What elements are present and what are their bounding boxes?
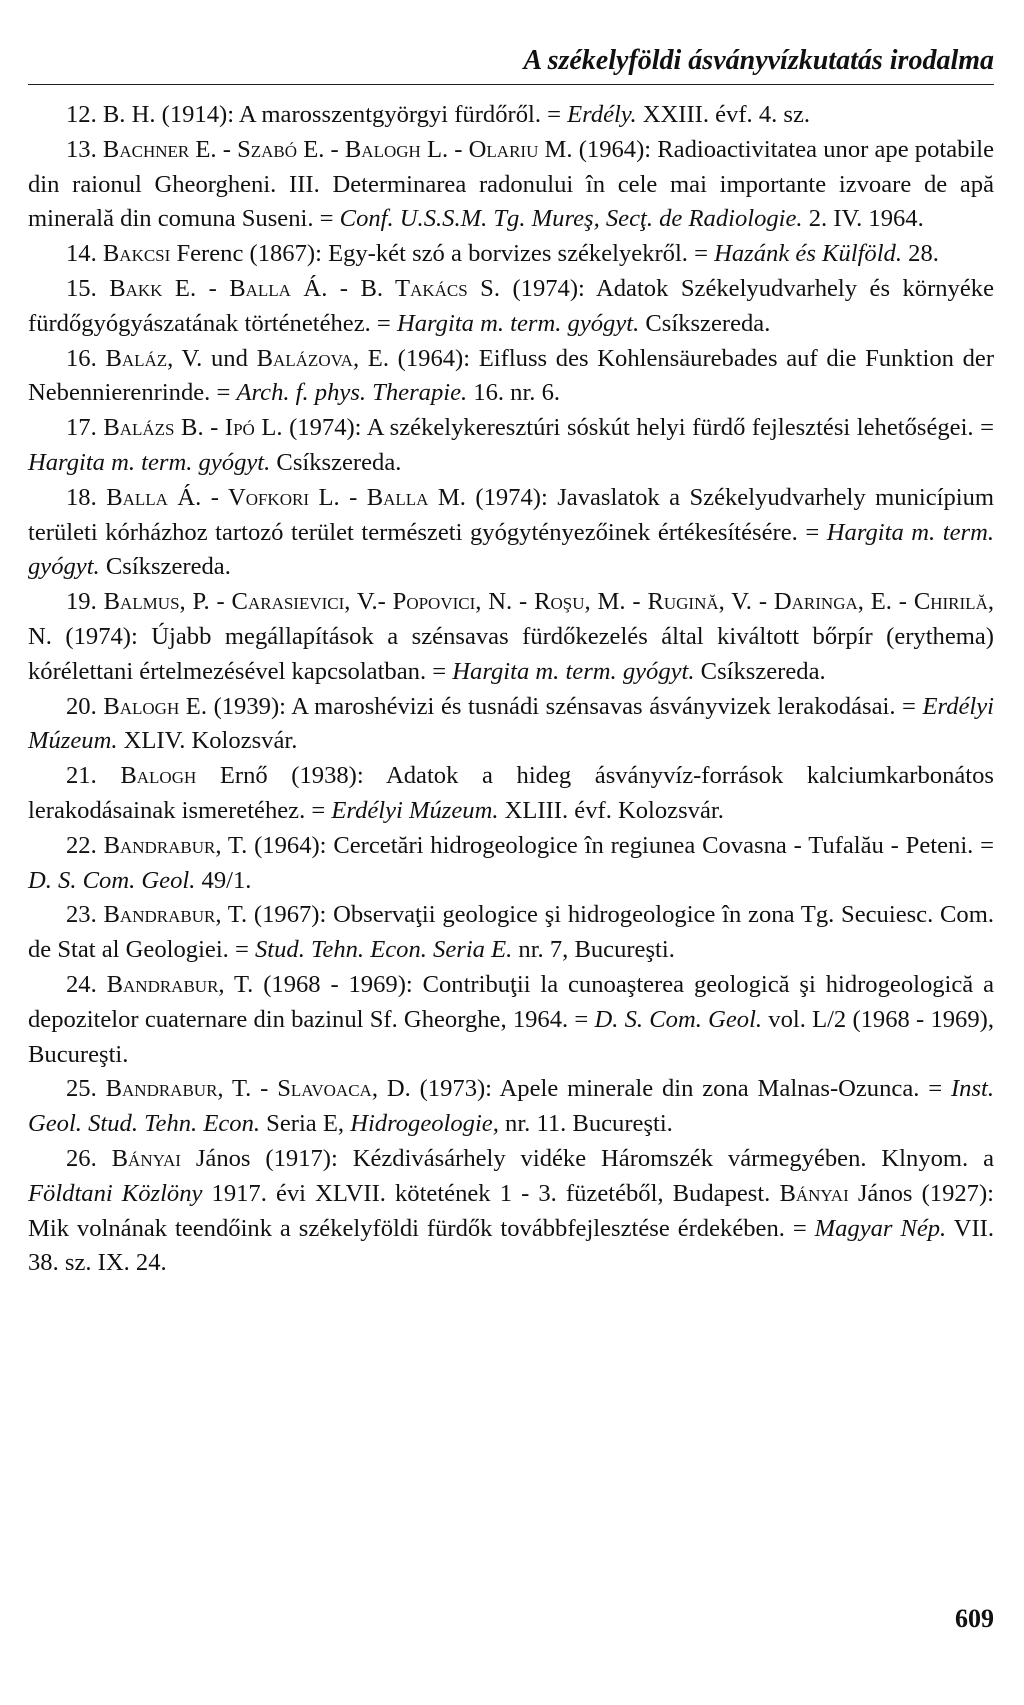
source-title: Magyar Nép.: [814, 1214, 947, 1242]
entry-text: 19.: [66, 588, 104, 616]
entry-text: 1917. évi XLVII. kötetének 1 - 3. füzetéből, Budapest.: [202, 1179, 780, 1207]
entry-text: (1974): A székelykeresztúri sóskút helyi fürdő fejlesztési lehetőségei. =: [282, 414, 995, 442]
entry-text: 16.: [66, 344, 106, 372]
entry-text: 23.: [66, 901, 104, 929]
bibliography-list: [28, 98, 994, 1281]
bibliography-entry: [28, 585, 994, 689]
author-names: Balla Á. - Vofkori L. - Balla M.: [106, 483, 466, 511]
entry-text: 21.: [66, 762, 121, 790]
author-names: Balogh: [120, 762, 197, 790]
entry-text: 12. B. H. (1914): A marosszentgyörgyi fürdőről. =: [66, 101, 568, 128]
bibliography-entry: [28, 272, 994, 342]
entry-text: VII. 38. sz. IX. 24.: [28, 1214, 994, 1277]
source-title: Erdély.: [567, 101, 637, 128]
entry-text: 28.: [902, 240, 939, 268]
source-title: Conf. U.S.S.M. Tg. Mureş, Secţ. de Radiologie.: [339, 205, 803, 233]
entry-text: (1968 - 1969): Contribuţii la cunoaşterea geologică şi hidrogeologică a depozitelor cuaternare din bazinul Sf. Gheorghe, 1964. =: [28, 970, 994, 1033]
entry-text: nr. 7, Bucureşti.: [512, 936, 675, 964]
author-names: Bakk E. - Balla Á. - B. Takács S.: [109, 274, 500, 302]
author-names: Balmus, P. - Carasievici, V.- Popovici, N. - Roşu, M. - Rugină, V. - Daringa, E. - Chirilă, N.: [28, 588, 994, 650]
entry-text: (1964): Cercetări hidrogeologice în regiunea Covasna - Tufalău - Peteni. =: [247, 831, 994, 859]
author-names: Baláz, V.: [105, 344, 203, 372]
bibliography-entry: [28, 98, 994, 133]
entry-text: 15.: [66, 274, 110, 302]
author-names: Bachner E. - Szabó E. - Balogh L. - Olariu M.: [102, 135, 573, 163]
entry-text: 14.: [66, 240, 103, 268]
source-title: Hidrogeologie,: [350, 1110, 499, 1138]
entry-text: (1974): Javaslatok a Székelyudvarhely municípium területi kórházhoz tartozó terület természeti gyógytényezőinek értékesítésére. =: [28, 483, 995, 546]
entry-text: 17.: [66, 414, 104, 442]
running-head: [28, 44, 994, 85]
entry-text: Csíkszereda.: [270, 448, 402, 476]
bibliography-entry: [28, 481, 994, 585]
entry-text: vol. L/2 (1968 - 1969), Bucureşti.: [28, 1005, 994, 1068]
author-names: Balogh E.: [103, 692, 207, 720]
source-title: D. S. Com. Geol.: [594, 1005, 763, 1033]
entry-text: 20.: [66, 692, 104, 720]
entry-text: Seria E,: [260, 1110, 351, 1138]
author-names: Bandrabur, T.: [103, 901, 248, 929]
source-title: D. S. Com. Geol.: [28, 866, 196, 894]
source-title: Hargita m. term. gyógyt.: [396, 309, 640, 337]
author-names: Bakcsi: [102, 240, 171, 268]
entry-text: (1974): Adatok Székelyudvarhely és környéke fürdőgyógyászatának történetéhez. =: [28, 274, 994, 337]
entry-text: János (1927): Mik volnának teendőink a székelyföldi fürdők továbbfejlesztése érdekében. =: [28, 1179, 994, 1242]
bibliography-entry: [28, 1072, 994, 1142]
entry-text: 25.: [66, 1075, 106, 1103]
entry-text: 13.: [66, 135, 103, 163]
source-title: Inst. Geol. Stud. Tehn. Econ.: [28, 1075, 995, 1138]
bibliography-entry: [28, 759, 994, 829]
bibliography-entry: [28, 1142, 994, 1281]
entry-text: (1967): Observaţii geologice şi hidrogeologice în zona Tg. Secuiesc. Com. de Stat al Geologiei. =: [28, 901, 994, 964]
author-names: Balázs B. - Ipó L.: [103, 414, 283, 442]
running-head-title: A székelyföldi ásványvízkutatás irodalma: [523, 45, 994, 76]
entry-text: Ferenc (1867): Egy-két szó a borvizes székelyekről. =: [170, 240, 715, 268]
entry-text: Csíkszereda.: [639, 309, 771, 337]
entry-text: 24.: [66, 970, 107, 998]
entry-text: Csíkszereda.: [694, 657, 826, 685]
bibliography-entry: [28, 411, 994, 481]
source-title: Arch. f. phys. Therapie.: [236, 379, 468, 407]
bibliography-entry: [28, 829, 994, 899]
entry-text: XLIII. évf. Kolozsvár.: [498, 796, 724, 824]
entry-text: János (1917): Kézdivásárhely vidéke Háromszék vármegyében. Klnyom. a: [180, 1144, 995, 1172]
bibliography-entry: [28, 133, 994, 237]
entry-text: Ernő (1938): Adatok a hideg ásványvíz-források kalciumkarbonátos lerakodásainak ismeretéhez. =: [28, 762, 994, 824]
source-title: Stud. Tehn. Econ. Seria E.: [254, 936, 513, 964]
bibliography-entry: [28, 968, 994, 1072]
bibliography-entry: [28, 898, 994, 968]
author-names: Bandrabur, T.: [103, 831, 248, 859]
source-title: Hargita m. term. gyógyt.: [28, 448, 271, 476]
bibliography-entry: [28, 237, 994, 272]
entry-text: 2. IV. 1964.: [802, 205, 924, 233]
entry-text: nr. 11. Bucureşti.: [498, 1110, 673, 1138]
entry-text: XXIII. évf. 4. sz.: [636, 101, 811, 128]
source-title: Hazánk és Külföld.: [714, 240, 902, 268]
author-names: Bányai: [779, 1179, 849, 1207]
entry-text: XLIV. Kolozsvár.: [117, 727, 298, 755]
bibliography-entry: [28, 690, 994, 760]
entry-text: 16. nr. 6.: [467, 379, 561, 407]
entry-text: 26.: [66, 1144, 112, 1172]
source-title: Erdélyi Múzeum.: [28, 692, 994, 755]
entry-text: 18.: [66, 483, 107, 511]
author-names: Bandrabur, T.: [106, 970, 254, 998]
source-title: Földtani Közlöny: [28, 1179, 203, 1207]
entry-text: (1973): Apele minerale din zona Malnas-Ozunca. =: [410, 1075, 951, 1103]
page-number: 609: [955, 1604, 994, 1633]
bibliography-entry: [28, 342, 994, 412]
source-title: Erdélyi Múzeum.: [331, 796, 499, 824]
author-names: Bandrabur, T. - Slavoaca, D.: [105, 1075, 411, 1103]
author-names: Balázova, E.: [256, 344, 389, 372]
entry-text: (1974): Újabb megállapítások a szénsavas fürdőkezelés által kiváltott bőrpír (erythema) kórélettani értelmezésével kapcsolatban. =: [28, 622, 994, 685]
entry-text: 22.: [66, 831, 104, 859]
entry-text: und: [202, 344, 257, 372]
source-title: Hargita m. term. gyógyt.: [452, 657, 695, 685]
entry-text: Csíkszereda.: [99, 553, 231, 581]
entry-text: (1964): Eifluss des Kohlensäurebades auf die Funktion der Nebennierenrinde. =: [28, 344, 995, 407]
source-title: Hargita m. term. gyógyt.: [28, 518, 994, 581]
entry-text: (1964): Radioactivitatea unor ape potabile din raionul Gheorgheni. III. Determinarea radonului în cele mai importante izvoare de apă minerală din comuna Suseni. =: [28, 135, 994, 233]
entry-text: (1939): A maroshévizi és tusnádi szénsavas ásványvizek lerakodásai. =: [206, 692, 923, 720]
author-names: Bányai: [111, 1144, 181, 1172]
entry-text: 49/1.: [195, 866, 252, 894]
